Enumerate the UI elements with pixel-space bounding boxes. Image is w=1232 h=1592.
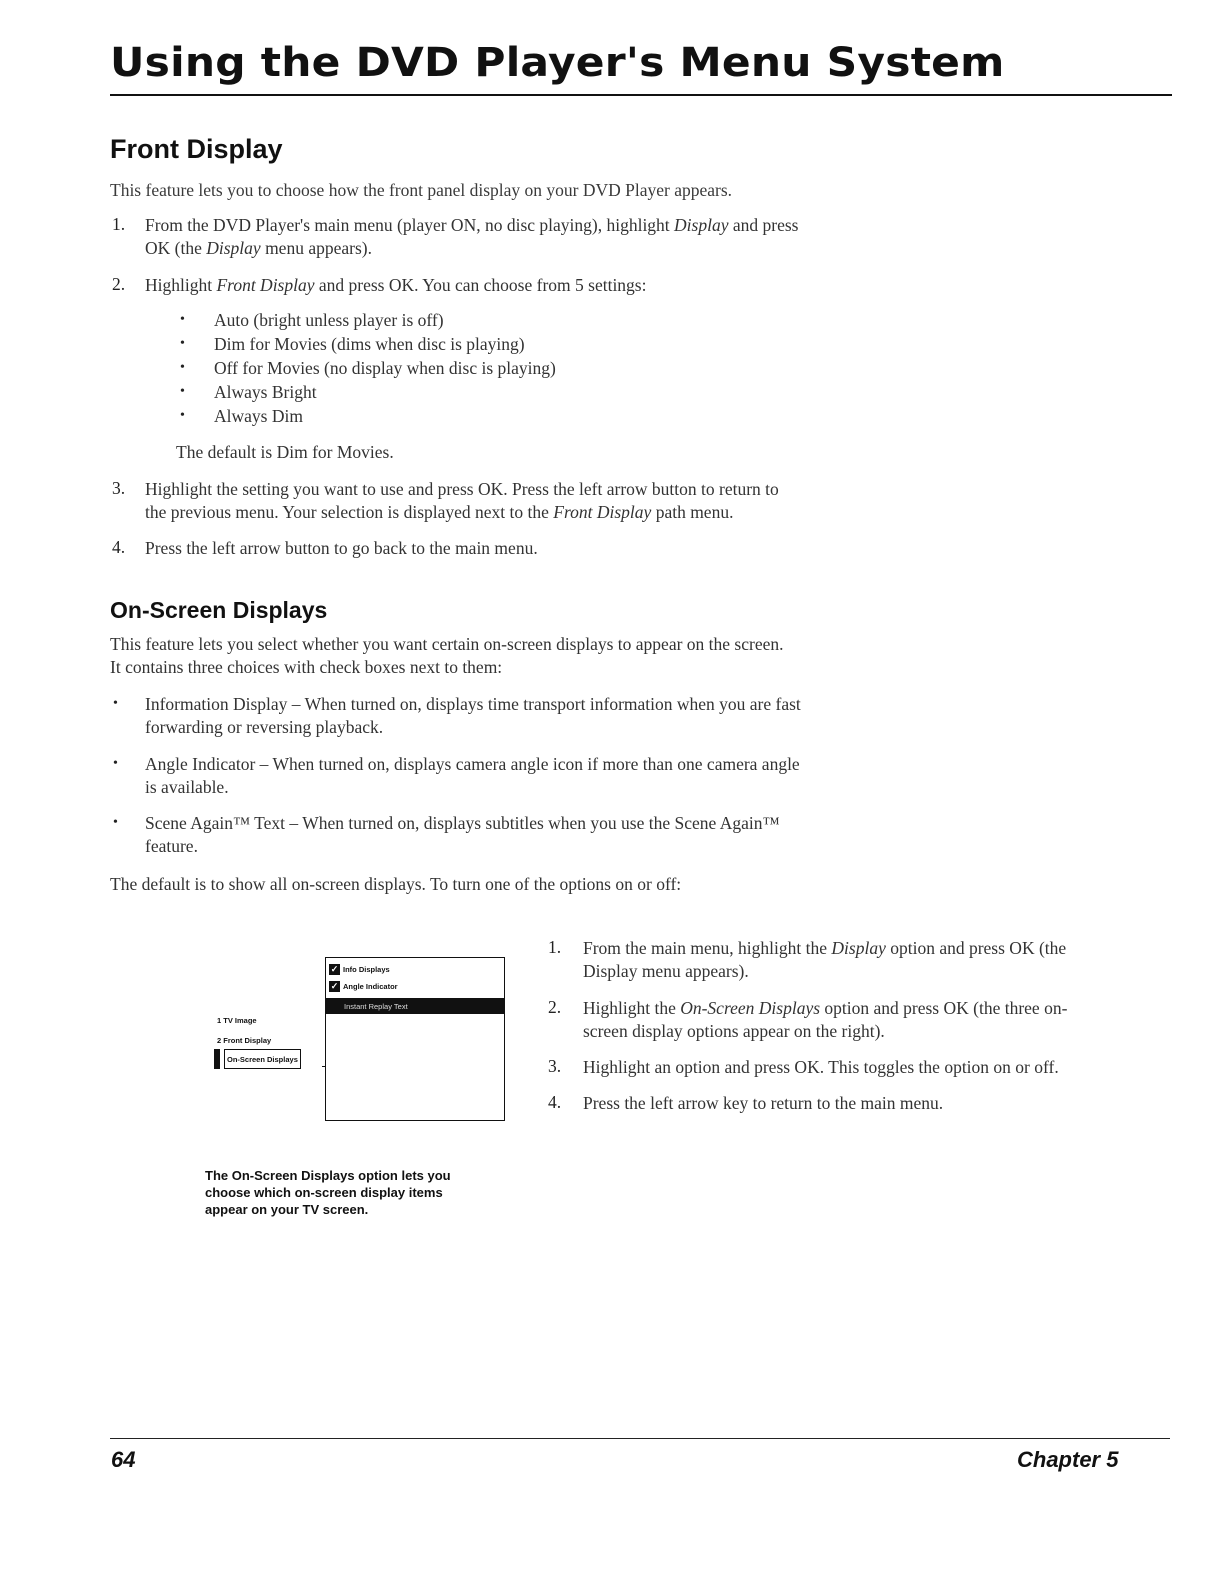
bullet-icon: • [113,815,118,830]
menu-screen-figure [214,955,506,1125]
chapter-label: Chapter 5 [1017,1447,1119,1472]
setting-item: Dim for Movies (dims when disc is playing) [214,334,525,354]
caption-line: The On-Screen Displays option lets you [205,1168,451,1183]
on-screen-heading: On-Screen Displays [110,597,328,623]
menu-item-on-screen-displays: On-Screen Displays [224,1049,301,1069]
step-number: 2. [112,274,126,294]
bullet-icon: • [180,336,185,351]
bullet-icon: • [180,384,185,399]
front-display-heading: Front Display [110,134,283,164]
bullet-icon: • [113,756,118,771]
caption-line: appear on your TV screen. [205,1202,369,1217]
menu-item-front-display: 2 Front Display [217,1036,272,1045]
front-display-step2: Highlight Front Display and press OK. You can choose from 5 settings: [145,275,647,295]
front-display-step1-line1: From the DVD Player's main menu (player ON, no disc playing), highlight Display and press [145,215,799,235]
figure-caption [205,1167,525,1218]
on-screen-bullet-line1: Angle Indicator – When turned on, displays camera angle icon if more than one camera angle [145,754,800,774]
front-display-step4: Press the left arrow button to go back to the main menu. [145,538,538,558]
front-display-step3-line2: the previous menu. Your selection is displayed next to the Front Display path menu. [145,502,734,522]
front-display-intro: This feature lets you to choose how the front panel display on your DVD Player appears. [110,180,733,200]
setting-item: Always Bright [214,382,317,402]
option-instant-replay-text: Instant Replay Text [326,998,504,1014]
front-display-step1-line2: OK (the Display menu appears). [145,238,372,258]
on-screen-step1-line2: Display menu appears). [583,961,749,981]
page-number: 64 [111,1447,136,1472]
setting-item: Auto (bright unless player is off) [214,310,444,330]
on-screen-default-note: The default is to show all on-screen displays. To turn one of the options on or off: [110,874,682,894]
on-screen-bullet-line2: is available. [145,777,229,797]
bullet-icon: • [180,312,185,327]
option-angle-indicator: ✓ Angle Indicator [330,981,398,991]
front-display-step3-line1: Highlight the setting you want to use and press OK. Press the left arrow button to return to [145,479,779,499]
step-number: 4. [112,537,126,557]
on-screen-step1-line1: From the main menu, highlight the Display option and press OK (the [583,938,1067,958]
on-screen-bullet-line2: forwarding or reversing playback. [145,717,384,737]
bullet-icon: • [180,408,185,423]
on-screen-step3: Highlight an option and press OK. This toggles the option on or off. [583,1057,1059,1077]
step-number: 4. [548,1092,562,1112]
on-screen-bullet-line1: Scene Again™ Text – When turned on, displays subtitles when you use the Scene Again™ [145,813,780,833]
front-display-default-note: The default is Dim for Movies. [176,442,394,462]
menu-item-tv-image: 1 TV Image [217,1016,257,1025]
caption-line: choose which on-screen display items [205,1185,443,1200]
on-screen-intro-line1: This feature lets you select whether you want certain on-screen displays to appear on the screen. [110,634,784,654]
on-screen-bullet-line1: Information Display – When turned on, displays time transport information when you are fast [145,694,801,714]
on-screen-step4: Press the left arrow key to return to the main menu. [583,1093,944,1113]
step-number: 2. [548,997,562,1017]
checkbox-checked-icon: ✓ [330,964,339,974]
step-number: 1. [548,937,562,957]
selection-marker [214,1049,220,1069]
bullet-icon: • [180,360,185,375]
page-title: Using the DVD Player's Menu System [110,40,1005,86]
on-screen-intro-line2: It contains three choices with check boxes next to them: [110,657,503,677]
header-rule [110,94,1172,96]
setting-item: Always Dim [214,406,303,426]
checkbox-checked-icon: ✓ [330,981,339,991]
setting-item: Off for Movies (no display when disc is playing) [214,358,556,378]
on-screen-step2-line1: Highlight the On-Screen Displays option and press OK (the three on- [583,998,1068,1018]
step-number: 1. [112,214,126,234]
step-number: 3. [548,1056,562,1076]
osd-options-box [325,957,505,1121]
option-info-displays: ✓ Info Displays [330,964,390,974]
step-number: 3. [112,478,126,498]
on-screen-bullet-line2: feature. [145,836,198,856]
footer-rule [110,1438,1170,1439]
bullet-icon: • [113,696,118,711]
on-screen-step2-line2: screen display options appear on the right). [583,1021,885,1041]
